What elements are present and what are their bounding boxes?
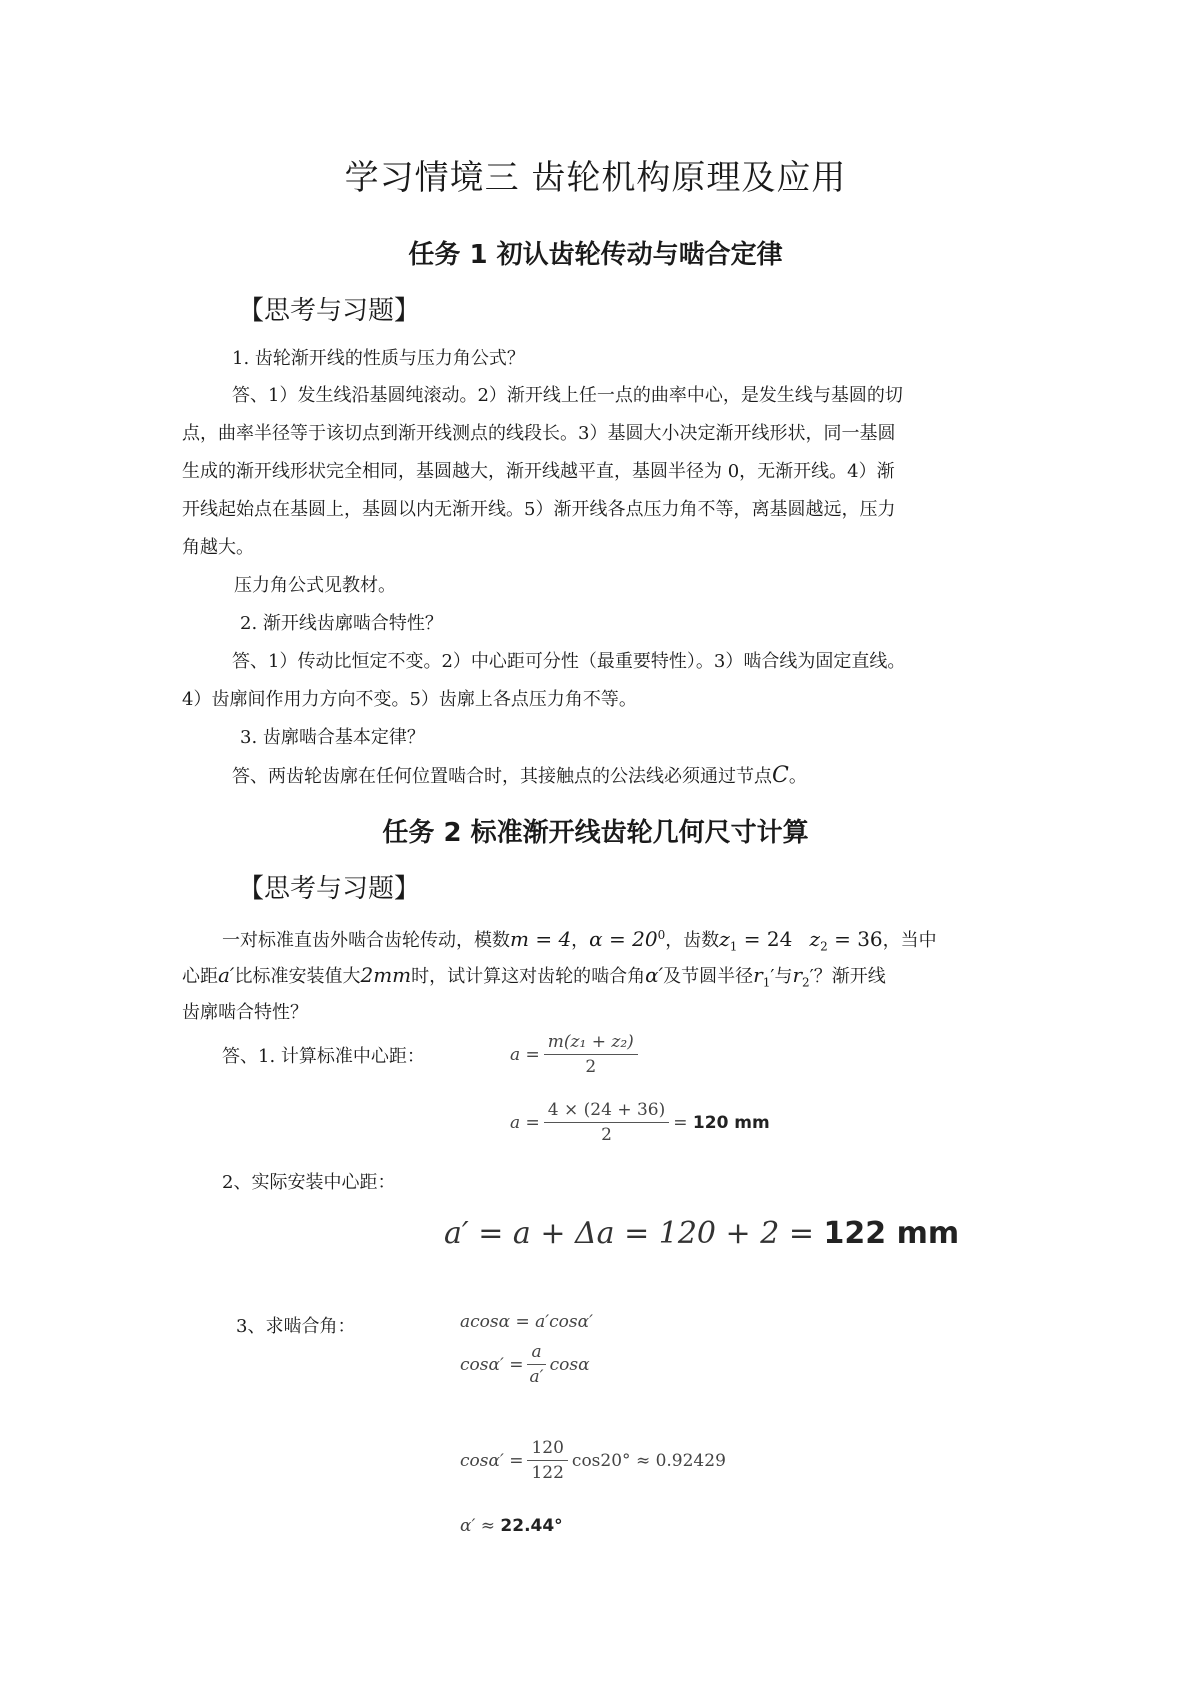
z2-subscript: 2: [820, 939, 828, 954]
equation-4: [460, 1312, 593, 1332]
z2-value: = 36: [827, 927, 883, 951]
eq5-denominator: a′: [529, 1367, 544, 1387]
answer-1-line-5: 角越大。: [182, 537, 254, 558]
eq4-text: acosα = a′cosα′: [460, 1312, 593, 1332]
problem-text: 比标准安装值大: [234, 966, 361, 987]
eq5-lhs: cosα′ =: [460, 1354, 524, 1375]
eq7-result: 22.44°: [500, 1516, 563, 1536]
problem-text: ，: [571, 930, 590, 951]
z1-value: = 24: [737, 927, 793, 951]
answer-1-note: 压力角公式见教材。: [234, 575, 396, 596]
eq5-rhs: cosα: [549, 1354, 590, 1375]
r1-subscript: 1: [762, 975, 771, 990]
eq2-result: 120 mm: [692, 1112, 770, 1133]
z1-subscript: 1: [729, 939, 738, 954]
problem-text: 及节圆半径: [663, 966, 754, 987]
question-2: 2. 渐开线齿廓啮合特性？: [240, 613, 443, 634]
equation-2: [510, 1100, 770, 1145]
eq3-expression: a′ = a + Δa = 120 + 2 =: [444, 1216, 814, 1251]
r2-subscript: 2: [802, 975, 810, 990]
eq7-lhs: α′ ≈: [460, 1516, 495, 1536]
r1-prime: ′: [770, 966, 775, 987]
eq1-denominator: 2: [585, 1057, 597, 1077]
task1-exercise-label: 【思考与习题】: [238, 296, 421, 326]
problem-text: 时，试计算这对齿轮的啮合角: [411, 966, 646, 987]
eq6-numerator: 120: [527, 1438, 567, 1461]
problem-text: 与: [774, 966, 793, 987]
degree-superscript: 0: [657, 928, 666, 942]
eq5-numerator: a: [527, 1342, 545, 1365]
eq5-fraction: [527, 1342, 545, 1387]
r2-prime: ′: [809, 966, 814, 987]
eq6-rhs: cos20° ≈ 0.92429: [571, 1450, 726, 1471]
task1-heading: 任务 1 初认齿轮传动与啮合定律: [408, 240, 783, 270]
equation-3: [444, 1216, 959, 1251]
answer-1-line-3: 生成的渐开线形状完全相同，基圆越大，渐开线越平直，基圆半径为 0，无渐开线。4）渐: [182, 461, 895, 482]
eq6-fraction: [527, 1438, 567, 1483]
eq2-numerator: 4 × (24 + 36): [544, 1100, 669, 1123]
working-angle-symbol: α′: [645, 963, 664, 987]
eq3-result: 122 mm: [823, 1216, 960, 1251]
problem-line-3: 齿廓啮合特性？: [182, 1002, 308, 1023]
answer-3: [232, 757, 1072, 796]
equation-6: [460, 1438, 726, 1483]
r2-symbol: r: [792, 963, 803, 987]
step-2-label: 2、实际安装中心距：: [222, 1172, 396, 1193]
answer-3-text: 答、两齿轮齿廓在任何位置啮合时，其接触点的公法线必须通过节点: [232, 766, 772, 787]
node-symbol: C: [772, 763, 789, 788]
answer-1-line-1: 答、1）发生线沿基圆纯滚动。2）渐开线上任一点的曲率中心，是发生线与基圆的切: [232, 385, 903, 406]
eq2-equals: =: [673, 1112, 688, 1133]
eq2-lhs: a =: [510, 1112, 540, 1133]
problem-text: ，当中: [882, 930, 937, 951]
pressure-angle-value: α = 20: [589, 927, 658, 951]
z2-symbol: z: [809, 927, 821, 951]
center-distance-symbol: a′: [218, 963, 235, 987]
z1-symbol: z: [719, 927, 730, 951]
r1-symbol: r: [753, 963, 763, 987]
task2-exercise-label: 【思考与习题】: [238, 874, 421, 904]
step-1-label: 答、1. 计算标准中心距：: [222, 1046, 425, 1067]
eq1-numerator: m(z₁ + z₂): [544, 1032, 638, 1055]
answer-2-line-1: 答、1）传动比恒定不变。2）中心距可分性（最重要特性）。3）啮合线为固定直线。: [232, 651, 906, 672]
equation-1: [510, 1032, 642, 1077]
question-1: 1. 齿轮渐开线的性质与压力角公式？: [232, 348, 525, 369]
answer-2-line-2: 4）齿廓间作用力方向不变。5）齿廓上各点压力角不等。: [182, 689, 637, 710]
page-title: 学习情境三 齿轮机构原理及应用: [344, 158, 847, 198]
eq6-lhs: cosα′ =: [460, 1450, 524, 1471]
equation-7: [460, 1516, 563, 1536]
eq2-fraction: [544, 1100, 669, 1145]
answer-1-line-2: 点，曲率半径等于该切点到渐开线测点的线段长。3）基圆大小决定渐开线形状，同一基圆: [182, 423, 896, 444]
eq1-lhs: a =: [510, 1044, 540, 1065]
problem-text: 心距: [182, 966, 218, 987]
eq6-denominator: 122: [531, 1463, 564, 1483]
problem-text: 一对标准直齿外啮合齿轮传动，模数: [222, 930, 510, 951]
eq2-denominator: 2: [601, 1125, 612, 1145]
increment-value: 2mm: [360, 963, 412, 987]
problem-text: ，齿数: [665, 930, 720, 951]
answer-1-line-4: 开线起始点在基圆上，基圆以内无渐开线。5）渐开线各点压力角不等，离基圆越远，压力: [182, 499, 896, 520]
module-value: m = 4: [510, 927, 572, 951]
question-3: 3. 齿廓啮合基本定律？: [240, 727, 425, 748]
task2-heading: 任务 2 标准渐开线齿轮几何尺寸计算: [382, 818, 809, 848]
step-3-label: 3、求啮合角：: [236, 1316, 356, 1337]
problem-text: ？渐开线: [813, 966, 886, 987]
equation-5: [460, 1342, 590, 1387]
eq1-fraction: [544, 1032, 638, 1077]
answer-3-end: 。: [788, 766, 807, 787]
